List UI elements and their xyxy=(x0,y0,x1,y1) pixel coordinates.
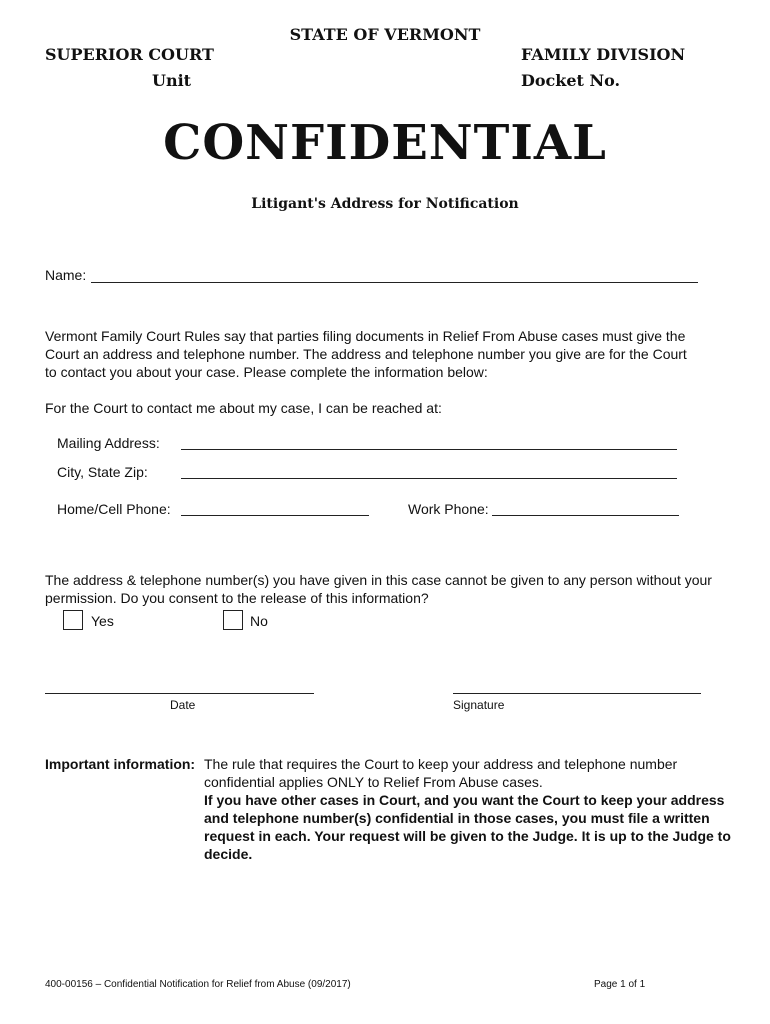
name-label: Name: xyxy=(45,267,87,283)
important-bold-line: and telephone number(s) confidential in those cases, you must file a written xyxy=(204,810,710,826)
mailing-address-field[interactable] xyxy=(181,449,677,450)
important-bold-line: If you have other cases in Court, and you want the Court to keep your address xyxy=(204,792,725,808)
page-title: CONFIDENTIAL xyxy=(163,115,607,171)
date-label: Date xyxy=(170,698,196,712)
intro-line: Court an address and telephone number. The address and telephone number you give are for the Court xyxy=(45,346,687,362)
yes-checkbox[interactable] xyxy=(63,610,83,630)
mailing-address-label: Mailing Address: xyxy=(57,435,160,451)
court-name: SUPERIOR COURT xyxy=(45,45,214,64)
form-id: 400-00156 – Confidential Notification for Relief from Abuse (09/2017) xyxy=(45,979,351,990)
intro-paragraph xyxy=(45,327,745,381)
unit-label: Unit xyxy=(152,71,192,90)
date-field[interactable] xyxy=(45,693,314,694)
state-heading: STATE OF VERMONT xyxy=(289,25,481,44)
intro-line: to contact you about your case. Please complete the information below: xyxy=(45,364,488,380)
work-phone-label: Work Phone: xyxy=(408,501,489,517)
work-phone-field[interactable] xyxy=(492,515,679,516)
important-text xyxy=(204,755,744,863)
name-field[interactable] xyxy=(91,282,698,283)
no-label: No xyxy=(250,613,268,629)
docket-label: Docket No. xyxy=(521,71,621,90)
signature-label: Signature xyxy=(453,698,505,712)
signature-field[interactable] xyxy=(453,693,701,694)
yes-label: Yes xyxy=(91,613,114,629)
intro-line: Vermont Family Court Rules say that parties filing documents in Relief From Abuse cases must give the xyxy=(45,328,686,344)
important-bold-line: request in each. Your request will be given to the Judge. It is up to the Judge to xyxy=(204,828,731,844)
consent-line: The address & telephone number(s) you have given in this case cannot be given to any person without your xyxy=(45,572,712,588)
city-state-zip-field[interactable] xyxy=(181,478,677,479)
consent-paragraph xyxy=(45,571,760,607)
important-label: Important information: xyxy=(45,756,196,772)
division-name: FAMILY DIVISION xyxy=(521,45,686,64)
important-line: confidential applies ONLY to Relief From Abuse cases. xyxy=(204,774,543,790)
contact-intro: For the Court to contact me about my case, I can be reached at: xyxy=(45,400,442,416)
page-number: Page 1 of 1 xyxy=(594,979,646,990)
consent-line: permission. Do you consent to the release of this information? xyxy=(45,590,429,606)
important-bold-line: decide. xyxy=(204,846,253,862)
important-line: The rule that requires the Court to keep your address and telephone number xyxy=(204,756,678,772)
no-checkbox[interactable] xyxy=(223,610,243,630)
home-cell-phone-field[interactable] xyxy=(181,515,369,516)
home-cell-phone-label: Home/Cell Phone: xyxy=(57,501,171,517)
form-subtitle: Litigant's Address for Notification xyxy=(251,196,519,212)
city-state-zip-label: City, State Zip: xyxy=(57,464,148,480)
